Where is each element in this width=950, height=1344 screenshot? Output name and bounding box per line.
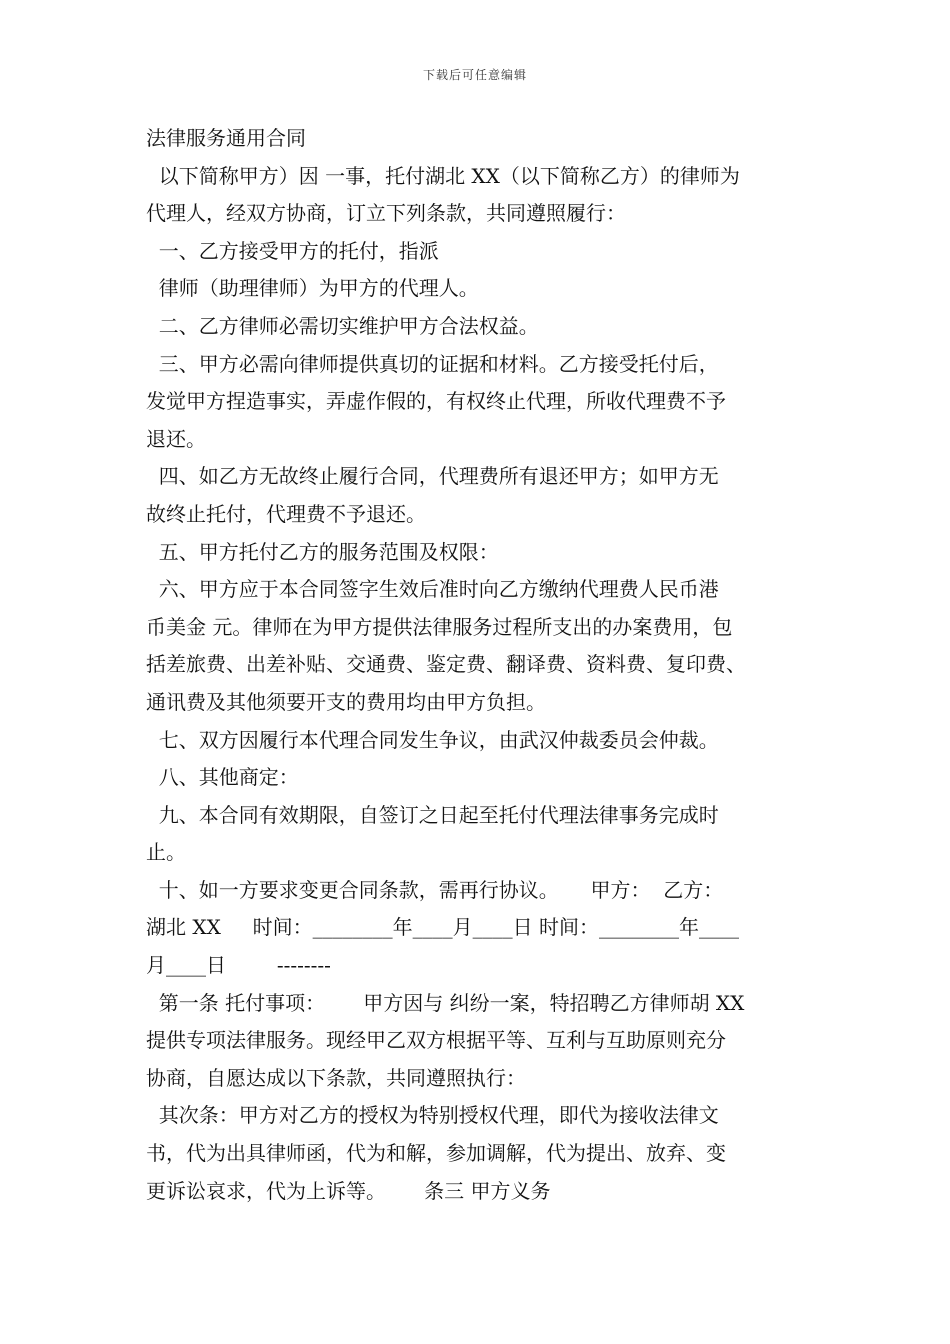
clause-5: 五、甲方托付乙方的服务范围及权限： — [146, 539, 499, 564]
text-line: 更诉讼哀求，代为上诉等。 条三 甲方义务 — [146, 1178, 551, 1203]
text-line: 协商，自愿达成以下条款，共同遵照执行： — [146, 1065, 526, 1090]
text-line: 发觉甲方捏造事实，弄虚作假的，有权终止代理，所收代理费不予 — [146, 389, 726, 414]
text-line: 律师（助理律师）为甲方的代理人。 — [146, 276, 479, 301]
clause-6: 六、甲方应于本合同签字生效后准时向乙方缴纳代理费人民币港 — [146, 577, 719, 602]
clause-4: 四、如乙方无故终止履行合同，代理费所有退还甲方；如甲方无 — [146, 464, 719, 489]
clause-1: 一、乙方接受甲方的托付，指派 — [146, 238, 439, 263]
article-2: 其次条：甲方对乙方的授权为特别授权代理，即代为接收法律文 — [146, 1103, 719, 1128]
text-line: 通讯费及其他须要开支的费用均由甲方负担。 — [146, 689, 546, 714]
signature-line: 湖北 XX 时间：________年____月____日 时间：________年____ — [146, 915, 739, 940]
text-line: 提供专项法律服务。现经甲乙双方根据平等、互利与互助原则充分 — [146, 1028, 726, 1053]
clause-3: 三、甲方必需向律师提供真切的证据和材料。乙方接受托付后， — [146, 351, 719, 376]
clause-2: 二、乙方律师必需切实维护甲方合法权益。 — [146, 313, 539, 338]
document-title: 法律服务通用合同 — [146, 126, 306, 150]
article-1: 第一条 托付事项： 甲方因与 纠纷一案，特招聘乙方律师胡 XX — [146, 990, 745, 1015]
text-line: 币美金 元。律师在为甲方提供法律服务过程所支出的办案费用，包 — [146, 614, 733, 639]
text-line: 括差旅费、出差补贴、交通费、鉴定费、翻译费、资料费、复印费、 — [146, 652, 746, 677]
clause-10: 十、如一方要求变更合同条款，需再行协议。 甲方： 乙方： — [146, 877, 724, 902]
page-header: 下载后可任意编辑 — [422, 68, 527, 82]
text-line: 书，代为出具律师函，代为和解，参加调解，代为提出、放弃、变 — [146, 1141, 726, 1166]
clause-7: 七、双方因履行本代理合同发生争议，由武汉仲裁委员会仲裁。 — [146, 727, 719, 752]
text-line: 止。 — [146, 840, 186, 865]
document-body — [146, 120, 816, 1210]
text-line: 以下简称甲方）因 一事，托付湖北 XX（以下简称乙方）的律师为 — [146, 163, 740, 188]
text-line: 代理人，经双方协商，订立下列条款，共同遵照履行： — [146, 201, 626, 226]
clause-9: 九、本合同有效期限，自签订之日起至托付代理法律事务完成时 — [146, 802, 719, 827]
text-line: 故终止托付，代理费不予退还。 — [146, 501, 426, 526]
text-line: 退还。 — [146, 426, 206, 451]
clause-8: 八、其他商定： — [146, 765, 299, 790]
signature-line: 月____日 -------- — [146, 953, 331, 978]
